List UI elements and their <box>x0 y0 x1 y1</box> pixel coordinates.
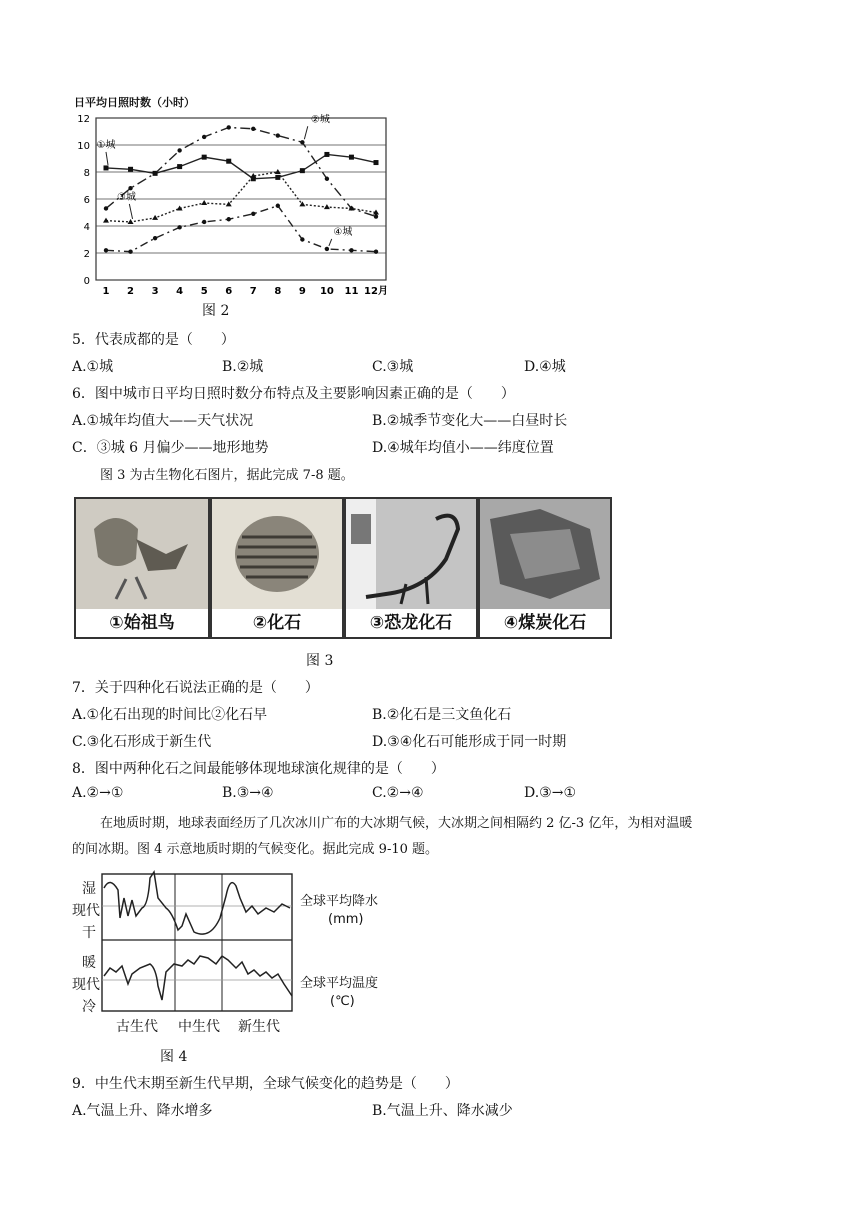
q5-option-d: D.④城 <box>524 359 566 375</box>
data-point <box>374 249 378 253</box>
series-line <box>106 154 376 178</box>
data-point <box>202 155 207 160</box>
q5-option-b: B.②城 <box>222 359 264 375</box>
label-leader <box>129 204 132 219</box>
data-point <box>349 248 353 252</box>
data-point <box>275 175 280 180</box>
data-point <box>152 215 158 220</box>
data-point <box>275 169 281 174</box>
x-tick-label: 3 <box>151 286 159 297</box>
data-point <box>324 204 330 209</box>
data-point <box>128 167 133 172</box>
q7-option-a: A.①化石出现的时间比②化石早 <box>72 707 268 723</box>
data-point <box>374 214 378 218</box>
x-tick-label: 6 <box>225 286 233 297</box>
data-point <box>177 164 182 169</box>
q7-option-c: C.③化石形成于新生代 <box>72 734 212 750</box>
y-tick-label: 0 <box>83 276 90 287</box>
climate-diagram <box>70 868 400 1038</box>
bird-fossil-icon <box>76 499 208 609</box>
q8-option-c: C.②→④ <box>372 785 424 801</box>
label-leader <box>106 152 108 165</box>
data-point <box>276 133 280 137</box>
data-point <box>128 249 132 253</box>
data-point <box>300 237 304 241</box>
question-9-stem: 9．中生代末期至新生代早期，全球气候变化的趋势是（ ） <box>72 1076 459 1092</box>
axis-dry: 干 <box>82 925 96 941</box>
question-8-stem: 8．图中两种化石之间最能够体现地球演化规律的是（ ） <box>72 761 445 777</box>
era-mesozoic: 中生代 <box>178 1019 220 1035</box>
x-tick-label: 4 <box>176 286 184 297</box>
chart-svg <box>70 92 400 296</box>
fossil-label-1: ①始祖鸟 <box>76 609 208 637</box>
figure-4-intro-line2: 的间冰期。图 4 示意地质时期的气候变化。据此完成 9-10 题。 <box>72 842 439 857</box>
figure-3-caption: 图 3 <box>306 653 334 669</box>
figure-4-intro-line1: 在地质时期，地球表面经历了几次冰川广布的大冰期气候，大冰期之间相隔约 2 亿-3 亿年，为相对温暖 <box>100 816 693 831</box>
data-point <box>202 135 206 139</box>
fossil-label-2: ②化石 <box>212 609 342 637</box>
data-point <box>251 127 255 131</box>
q6-option-a: A.①城年均值大——天气状况 <box>72 413 254 429</box>
data-point <box>177 148 181 152</box>
figure-3-intro: 图 3 为古生物化石图片，据此完成 7-8 题。 <box>100 468 354 483</box>
q6-option-c: C．③城 6 月偏少——地形地势 <box>72 440 269 456</box>
data-point <box>201 200 207 205</box>
data-point <box>325 177 329 181</box>
y-tick-label: 2 <box>83 249 90 260</box>
data-point <box>202 220 206 224</box>
data-point <box>300 140 304 144</box>
data-point <box>227 217 231 221</box>
data-point <box>300 168 305 173</box>
coal-fossil-icon <box>480 499 610 609</box>
y-tick-label: 12 <box>77 114 90 125</box>
data-point <box>153 171 157 175</box>
series-label: ③城 <box>117 191 137 203</box>
x-tick-label: 5 <box>200 286 208 297</box>
question-6-stem: 6．图中城市日平均日照时数分布特点及主要影响因素正确的是（ ） <box>72 386 515 402</box>
data-point <box>324 152 329 157</box>
data-point <box>103 218 109 223</box>
era-paleozoic: 古生代 <box>116 1019 158 1035</box>
series-line <box>106 172 376 222</box>
data-point <box>226 159 231 164</box>
y-tick-label: 6 <box>83 195 90 206</box>
era-cenozoic: 新生代 <box>238 1019 280 1035</box>
q8-option-d: D.③→① <box>524 785 577 801</box>
x-tick-label: 8 <box>274 286 282 297</box>
trilobite-fossil-icon <box>212 499 342 609</box>
q9-option-a: A.气温上升、降水增多 <box>72 1103 213 1119</box>
label-leader <box>329 239 332 246</box>
q6-option-d: D.④城年均值小——纬度位置 <box>372 440 554 456</box>
axis-warm: 暖 <box>82 955 96 971</box>
data-point <box>128 186 132 190</box>
axis-wet: 湿 <box>82 881 96 897</box>
question-7-stem: 7．关于四种化石说法正确的是（ ） <box>72 680 319 696</box>
data-point <box>128 219 134 224</box>
axis-modern-bottom: 现代 <box>72 977 100 993</box>
question-5-stem: 5．代表成都的是（ ） <box>72 332 235 348</box>
temp-unit: (℃) <box>330 994 355 1009</box>
axis-cold: 冷 <box>82 999 96 1015</box>
q7-option-d: D.③④化石可能形成于同一时期 <box>372 734 567 750</box>
temp-label: 全球平均温度 <box>300 976 379 991</box>
q5-option-a: A.①城 <box>72 359 114 375</box>
data-point <box>325 247 329 251</box>
y-tick-label: 8 <box>83 168 90 179</box>
series-label: ④城 <box>333 226 353 238</box>
y-tick-label: 10 <box>77 141 90 152</box>
x-tick-label: 1 <box>102 286 110 297</box>
data-point <box>104 206 108 210</box>
data-point <box>276 204 280 208</box>
q5-option-c: C.③城 <box>372 359 414 375</box>
fossil-photo-dinosaur <box>344 497 478 639</box>
x-tick-label: 10 <box>319 286 334 297</box>
label-leader <box>304 126 307 139</box>
precip-unit: (mm) <box>328 912 364 927</box>
sunshine-chart <box>70 92 400 296</box>
x-tick-label: 9 <box>298 286 306 297</box>
data-point <box>177 225 181 229</box>
series-label: ②城 <box>310 114 330 126</box>
axis-modern-top: 现代 <box>72 903 100 919</box>
data-point <box>227 125 231 129</box>
fossil-photo-trilobite <box>210 497 344 639</box>
data-point <box>349 155 354 160</box>
precip-label: 全球平均降水 <box>300 894 379 909</box>
fossil-label-4: ④煤炭化石 <box>480 609 610 637</box>
x-tick-label: 12月 <box>364 286 388 297</box>
figure-2-caption: 图 2 <box>202 303 230 319</box>
data-point <box>153 236 157 240</box>
data-point <box>104 165 109 170</box>
fossil-photo-coal <box>478 497 612 639</box>
chart-ylabel: 日平均日照时数（小时） <box>74 96 195 109</box>
series-label: ①城 <box>96 139 116 151</box>
data-point <box>374 160 379 165</box>
figure-4-caption: 图 4 <box>160 1049 188 1065</box>
q9-option-b: B.气温上升、降水减少 <box>372 1103 513 1119</box>
q7-option-b: B.②化石是三文鱼化石 <box>372 707 512 723</box>
x-tick-label: 2 <box>127 286 135 297</box>
x-tick-label: 11 <box>344 286 359 297</box>
fossil-label-3: ③恐龙化石 <box>346 609 476 637</box>
fossil-photo-archaeopteryx <box>74 497 210 639</box>
q6-option-b: B.②城季节变化大——白昼时长 <box>372 413 568 429</box>
y-tick-label: 4 <box>83 222 90 233</box>
dinosaur-skeleton-icon <box>346 499 476 609</box>
q8-option-a: A.②→① <box>72 785 124 801</box>
x-tick-label: 7 <box>249 286 257 297</box>
q8-option-b: B.③→④ <box>222 785 274 801</box>
data-point <box>104 248 108 252</box>
data-point <box>251 212 255 216</box>
